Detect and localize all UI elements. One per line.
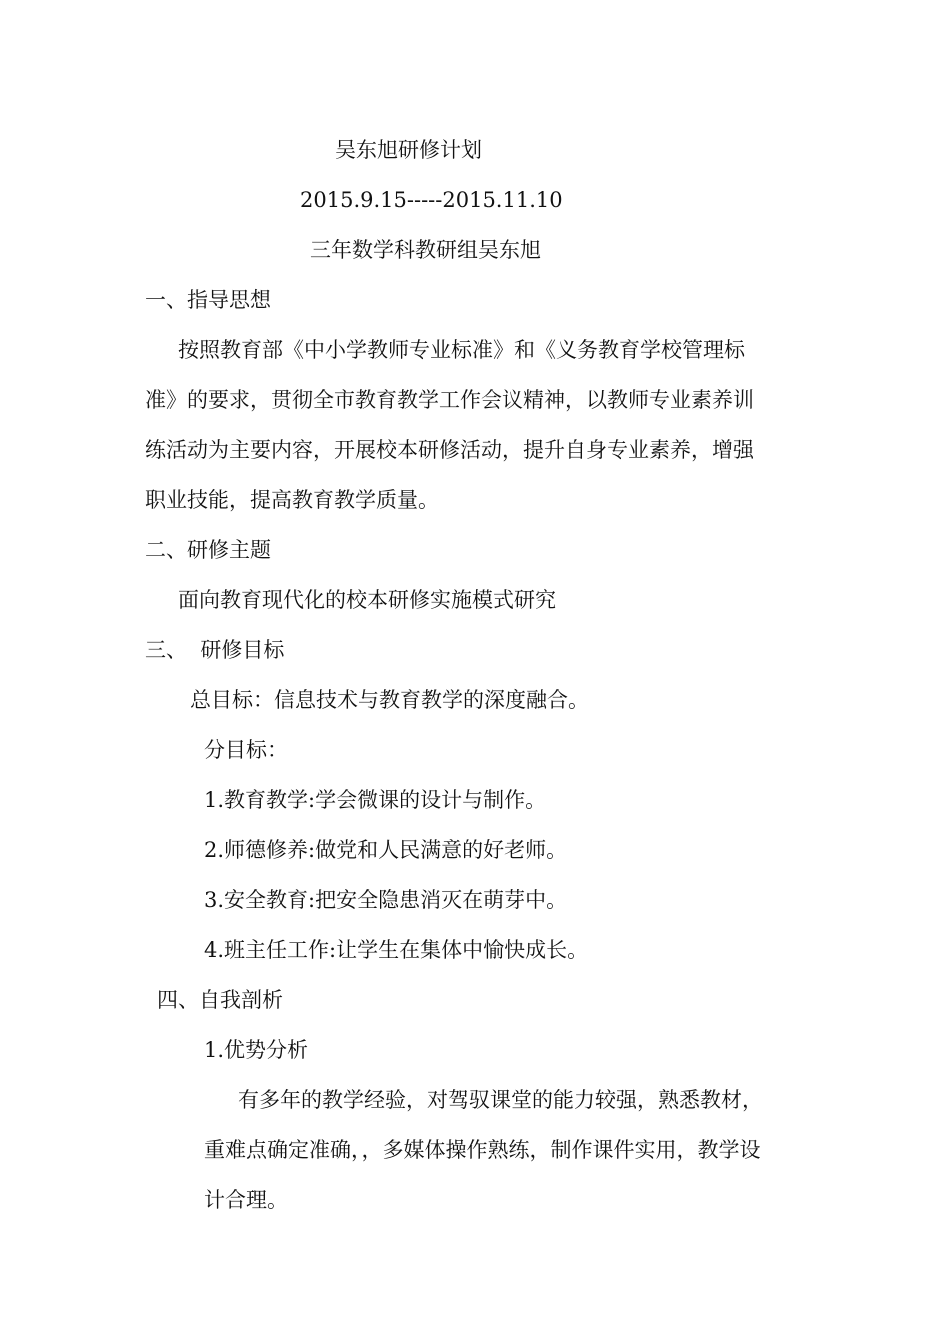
paragraph-line: 练活动为主要内容，开展校本研修活动，提升自身专业素养，增强 xyxy=(145,438,754,462)
overall-goal: 总目标：信息技术与教育教学的深度融合。 xyxy=(190,688,589,712)
section-heading-research-goals: 三、 研修目标 xyxy=(145,638,285,662)
section-heading-guiding-thought: 一、指导思想 xyxy=(145,288,271,312)
paragraph-line: 计合理。 xyxy=(204,1188,288,1212)
section-heading-self-analysis: 四、自我剖析 xyxy=(157,988,283,1012)
author-line: 三年数学科教研组吴东旭 xyxy=(310,238,541,262)
paragraph-line: 重难点确定准确，，多媒体操作熟练，制作课件实用，教学设 xyxy=(204,1138,761,1162)
research-theme-text: 面向教育现代化的校本研修实施模式研究 xyxy=(178,588,556,612)
document-title: 吴东旭研修计划 xyxy=(335,138,482,162)
goal-item: 1.教育教学:学会微课的设计与制作。 xyxy=(204,788,547,812)
paragraph-line: 有多年的教学经验，对驾驭课堂的能力较强，熟悉教材， xyxy=(238,1088,763,1112)
date-range: 2015.9.15-----2015.11.10 xyxy=(300,188,563,212)
section-heading-research-theme: 二、研修主题 xyxy=(145,538,271,562)
paragraph-line: 职业技能，提高教育教学质量。 xyxy=(145,488,439,512)
goal-item: 2.师德修养:做党和人民满意的好老师。 xyxy=(204,838,568,862)
goal-item: 3.安全教育:把安全隐患消灭在萌芽中。 xyxy=(204,888,568,912)
paragraph-line: 准》的要求，贯彻全市教育教学工作会议精神，以教师专业素养训 xyxy=(145,388,754,412)
goal-item: 4.班主任工作:让学生在集体中愉快成长。 xyxy=(204,938,589,962)
sub-goals-label: 分目标： xyxy=(204,738,288,762)
paragraph-line: 按照教育部《中小学教师专业标准》和《义务教育学校管理标 xyxy=(178,338,745,362)
subsection-strengths: 1.优势分析 xyxy=(204,1038,309,1062)
